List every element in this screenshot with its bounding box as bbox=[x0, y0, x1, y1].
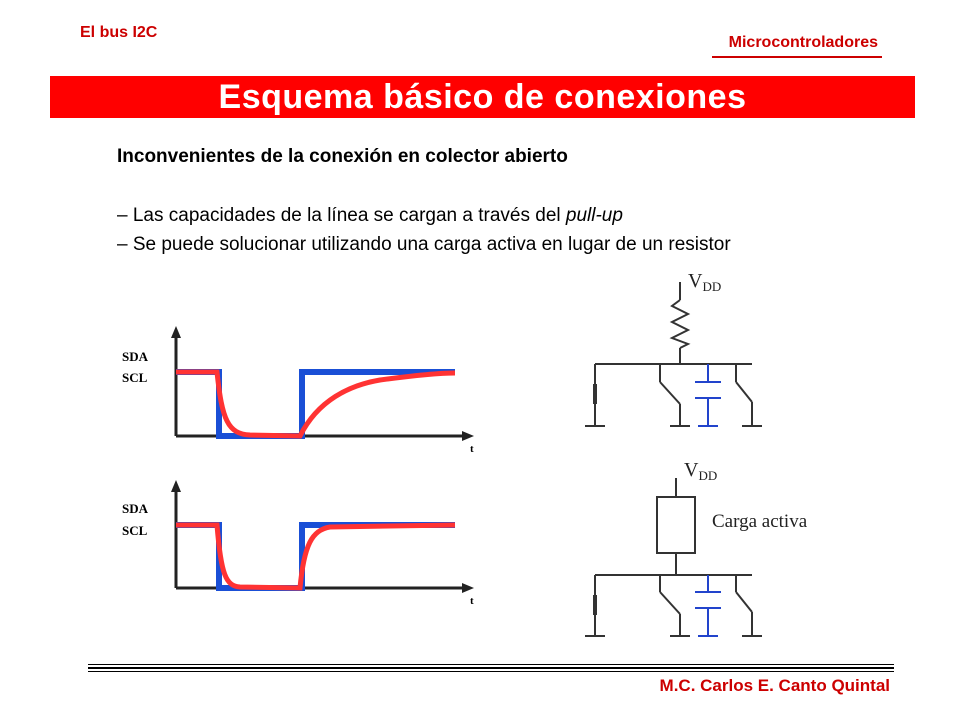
switch-1-top bbox=[660, 382, 680, 404]
footer-rule-1 bbox=[88, 664, 894, 665]
circuit-bottom bbox=[585, 459, 808, 636]
label-sda-bottom: SDA bbox=[122, 501, 149, 516]
bullet-2: – Se puede solucionar utilizando una carga activa en lugar de un resistor bbox=[117, 234, 731, 255]
y-axis-arrow-bottom bbox=[171, 480, 181, 492]
footer-rule-2 bbox=[88, 667, 894, 669]
label-scl-bottom: SCL bbox=[122, 523, 148, 538]
waveform-top bbox=[122, 326, 474, 455]
label-t-bottom: t bbox=[470, 595, 474, 607]
switch-2-bottom bbox=[736, 592, 752, 612]
pull-up-resistor bbox=[672, 300, 688, 348]
vdd-label-bottom: $V_{DD}$ bbox=[684, 459, 718, 483]
slide-title: Esquema básico de conexiones bbox=[218, 78, 747, 116]
footer-rule-3 bbox=[88, 671, 894, 672]
section-subtitle: Inconvenientes de la conexión en colector abierto bbox=[117, 146, 568, 167]
label-sda-top: SDA bbox=[122, 349, 149, 364]
footer-author: M.C. Carlos E. Canto Quintal bbox=[659, 676, 890, 695]
bullet-1-text: – Las capacidades de la línea se cargan a través del bbox=[117, 205, 566, 226]
circuit-top bbox=[585, 270, 762, 426]
y-axis-arrow-top bbox=[171, 326, 181, 338]
x-axis-arrow-top bbox=[462, 431, 474, 441]
active-load-box bbox=[657, 497, 695, 553]
active-load-label: Carga activa bbox=[712, 511, 808, 532]
x-axis-arrow-bottom bbox=[462, 583, 474, 593]
header-topic: El bus I2C bbox=[80, 24, 158, 41]
switch-2-top bbox=[736, 382, 752, 402]
header-course: Microcontroladores bbox=[728, 34, 878, 51]
label-scl-top: SCL bbox=[122, 370, 148, 385]
bullet-1-italic: pull-up bbox=[565, 205, 623, 226]
waveform-bottom bbox=[122, 480, 474, 607]
label-t-top: t bbox=[470, 443, 474, 455]
switch-1-bottom bbox=[660, 592, 680, 614]
vdd-label-top: $V_{DD}$ bbox=[688, 270, 722, 294]
